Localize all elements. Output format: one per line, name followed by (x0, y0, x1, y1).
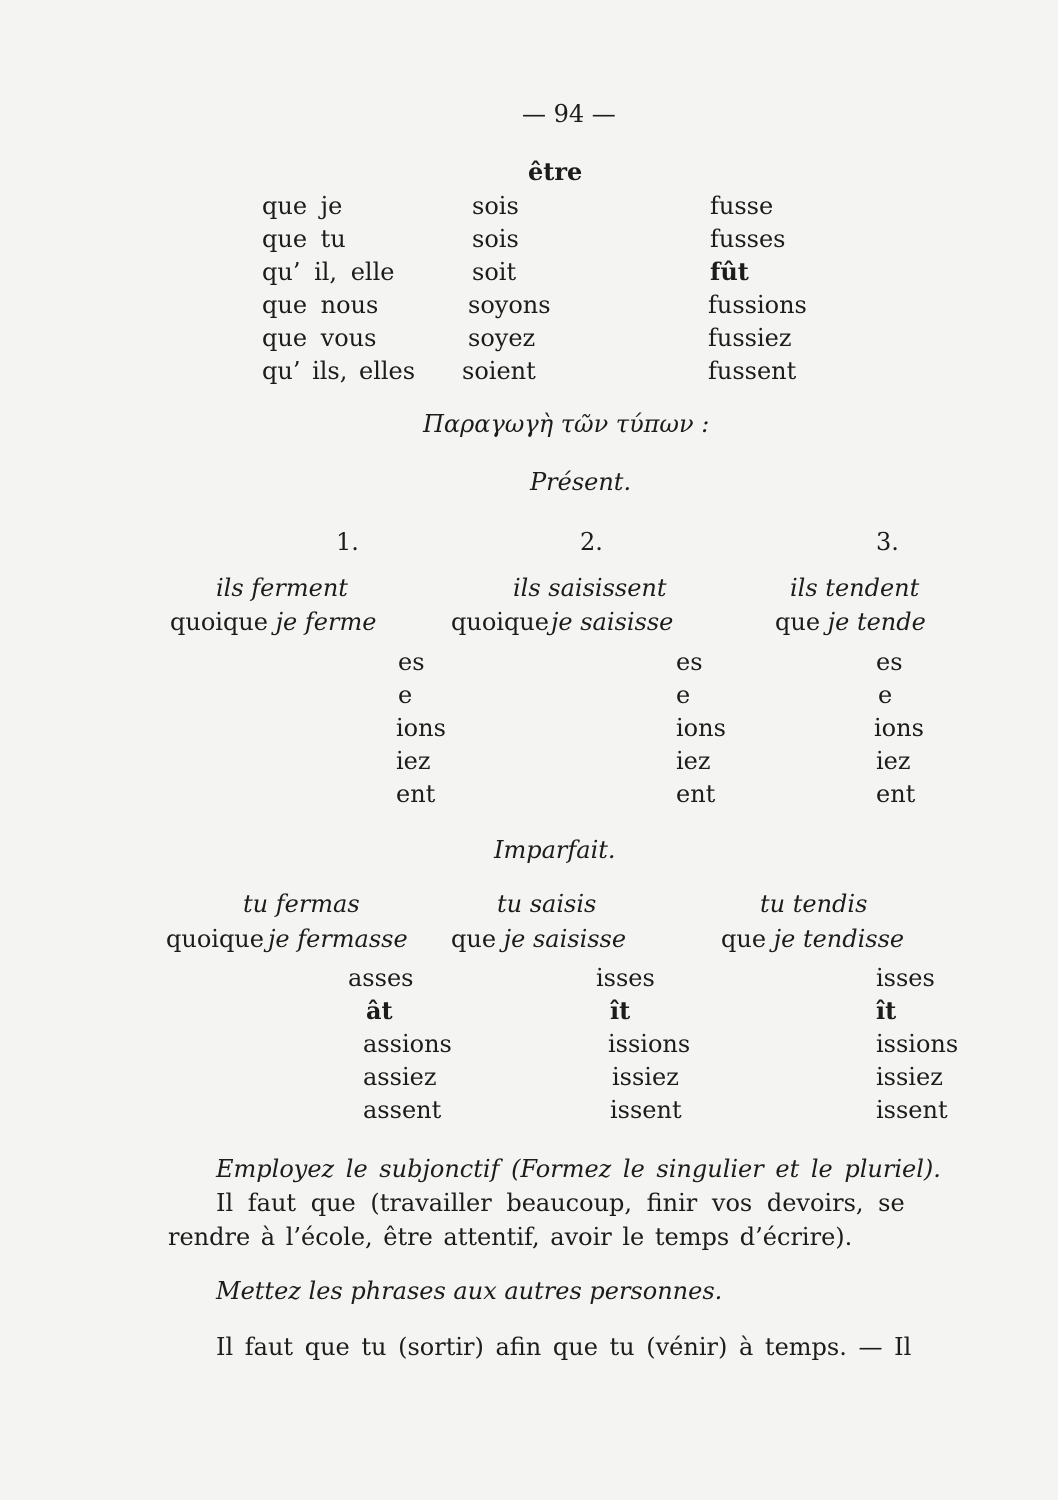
ending: ions (874, 714, 924, 742)
ending: es (398, 648, 425, 676)
etre-imparfait: fussiez (708, 324, 792, 352)
ending: ît (876, 996, 897, 1025)
subjunctive-form: je tende (827, 608, 926, 636)
ending: issions (876, 1030, 959, 1058)
ending: e (878, 681, 893, 709)
conjunction: quoique (166, 925, 264, 953)
column-number: 2. (580, 528, 603, 556)
subjunctive-lead (170, 608, 376, 636)
subjunctive-lead (451, 608, 673, 636)
source-form: ils ferment (216, 574, 348, 602)
etre-present: sois (472, 225, 519, 253)
subjunctive-form: je ferme (275, 608, 377, 636)
etre-imparfait: fusses (710, 225, 786, 253)
ending: assiez (363, 1063, 437, 1091)
exercise1-line2: rendre à l’école, être attentif, avoir le temps d’écrire). (168, 1223, 853, 1251)
derivation-title: Παραγωγὴ τῶν τύπων : (423, 410, 710, 438)
subjunctive-lead (721, 925, 904, 953)
conjunction: quoique (170, 608, 268, 636)
etre-pronoun: qu’ ils, elles (262, 357, 416, 385)
conjunction: que (775, 608, 821, 636)
column-number: 3. (876, 528, 899, 556)
source-form: tu saisis (497, 890, 597, 918)
ending: ât (366, 996, 393, 1025)
exercise1-line1: Il faut que (travailler beaucoup, finir vos devoirs, se (216, 1189, 905, 1217)
ending: issiez (876, 1063, 943, 1091)
etre-pronoun: qu’ il, elle (262, 258, 395, 286)
etre-imparfait: fusse (710, 192, 774, 220)
ending: es (876, 648, 903, 676)
etre-present: sois (472, 192, 519, 220)
etre-pronoun: que nous (262, 291, 379, 319)
source-form: ils tendent (790, 574, 920, 602)
ending: issions (608, 1030, 691, 1058)
subjunctive-lead (451, 925, 626, 953)
conjunction: que (721, 925, 767, 953)
ending: assent (363, 1096, 442, 1124)
exercise2-line1: Il faut que tu (sortir) afin que tu (vénir) à temps. — Il (216, 1333, 912, 1361)
subjunctive-form: je tendisse (773, 925, 905, 953)
ending: es (676, 648, 703, 676)
imparfait-title: Imparfait. (494, 836, 616, 864)
etre-imparfait: fût (710, 257, 749, 286)
ending: ent (876, 780, 916, 808)
ending: issent (610, 1096, 682, 1124)
etre-present: soyez (468, 324, 536, 352)
etre-pronoun: que je (262, 192, 343, 220)
exercise2-instruction: Mettez les phrases aux autres personnes. (216, 1277, 723, 1305)
ending: isses (876, 964, 935, 992)
source-form: tu tendis (760, 890, 868, 918)
subjunctive-lead (775, 608, 926, 636)
subjunctive-form: je saisisse (503, 925, 627, 953)
ending: ions (396, 714, 446, 742)
ending: ions (676, 714, 726, 742)
subjunctive-lead (166, 925, 408, 953)
etre-heading: être (528, 157, 583, 186)
present-title: Présent. (530, 468, 632, 496)
conjunction: quoique (451, 608, 549, 636)
subjunctive-form: je saisisse (550, 608, 674, 636)
etre-imparfait: fussions (708, 291, 807, 319)
ending: e (676, 681, 691, 709)
source-form: tu fermas (243, 890, 360, 918)
etre-present: soit (472, 258, 517, 286)
source-form: ils saisissent (513, 574, 667, 602)
etre-pronoun: que tu (262, 225, 346, 253)
ending: ent (676, 780, 716, 808)
ending: asses (348, 964, 414, 992)
ending: issent (876, 1096, 948, 1124)
ending: issiez (612, 1063, 679, 1091)
ending: iez (676, 747, 711, 775)
etre-imparfait: fussent (708, 357, 797, 385)
conjunction: que (451, 925, 497, 953)
ending: e (398, 681, 413, 709)
etre-present: soyons (468, 291, 551, 319)
page-number: — 94 — (522, 100, 616, 128)
column-number: 1. (336, 528, 359, 556)
ending: iez (876, 747, 911, 775)
subjunctive-form: je fermasse (267, 925, 408, 953)
etre-pronoun: que vous (262, 324, 377, 352)
ending: ent (396, 780, 436, 808)
ending: isses (596, 964, 655, 992)
ending: assions (363, 1030, 452, 1058)
ending: ît (610, 996, 631, 1025)
ending: iez (396, 747, 431, 775)
exercise1-instruction: Employez le subjonctif (Formez le singulier et le pluriel). (216, 1155, 941, 1183)
etre-present: soient (462, 357, 536, 385)
